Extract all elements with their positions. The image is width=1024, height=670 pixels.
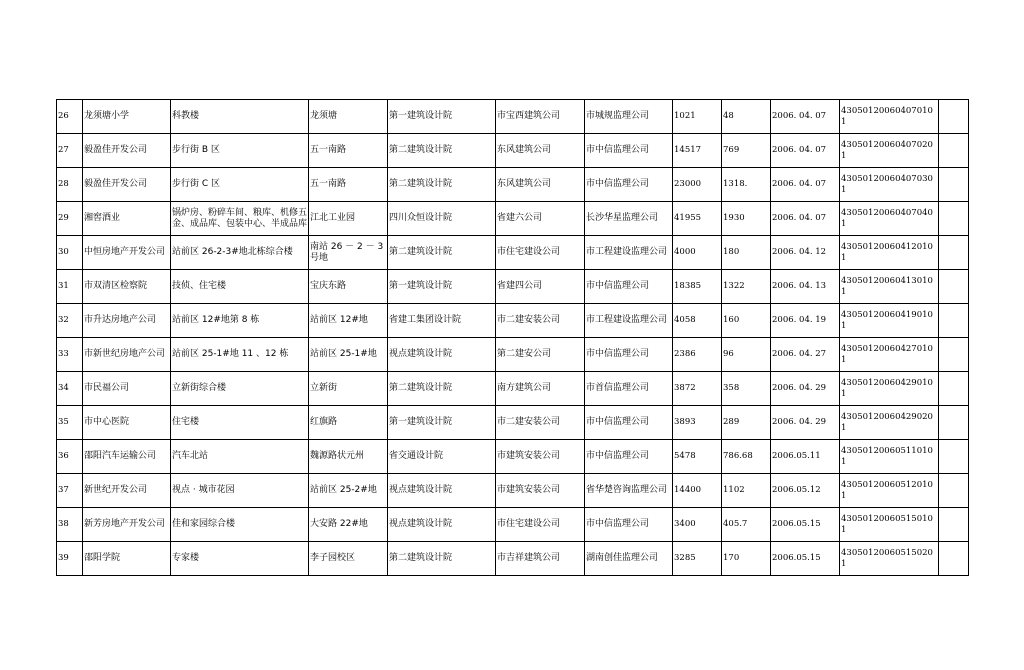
- cell-construction-unit: 市住宅建设公司: [496, 236, 585, 270]
- cell-construction-unit: 东风建筑公司: [496, 168, 585, 202]
- cell-owner-unit: 市民福公司: [83, 372, 171, 406]
- cell-cost: 769: [722, 134, 771, 168]
- cell-construction-unit: 市住宅建设公司: [496, 508, 585, 542]
- cell-serial-number: 30: [57, 236, 83, 270]
- cell-area: 18385: [673, 270, 722, 304]
- cell-cost: 358: [722, 372, 771, 406]
- cell-date: 2006. 04. 07: [771, 134, 840, 168]
- cell-registration-code: 430501200604120101: [840, 236, 939, 270]
- cell-owner-unit: 湘窖酒业: [83, 202, 171, 236]
- cell-project-name: 站前区 12#地第 8 栋: [171, 304, 309, 338]
- cell-registration-code: 430501200605150101: [840, 508, 939, 542]
- cell-remarks: [939, 304, 969, 338]
- table-row: [57, 542, 969, 576]
- table-row: [57, 508, 969, 542]
- cell-remarks: [939, 202, 969, 236]
- cell-serial-number: 29: [57, 202, 83, 236]
- cell-cost: 1102: [722, 474, 771, 508]
- cell-design-unit: 第二建筑设计院: [388, 372, 496, 406]
- cell-cost: 289: [722, 406, 771, 440]
- cell-location: 立新街: [309, 372, 388, 406]
- cell-remarks: [939, 406, 969, 440]
- cell-registration-code: 430501200605150201: [840, 542, 939, 576]
- table-row: [57, 474, 969, 508]
- cell-supervision-unit: 市中信监理公司: [585, 440, 673, 474]
- cell-location: 站前区 12#地: [309, 304, 388, 338]
- cell-project-name: 专家楼: [171, 542, 309, 576]
- cell-remarks: [939, 440, 969, 474]
- cell-project-name: 站前区 25-1#地 11 、12 栋: [171, 338, 309, 372]
- cell-registration-code: 430501200604070101: [840, 100, 939, 134]
- cell-registration-code: 430501200604270101: [840, 338, 939, 372]
- table-row: [57, 236, 969, 270]
- cell-date: 2006. 04. 12: [771, 236, 840, 270]
- cell-owner-unit: 新芳房地产开发公司: [83, 508, 171, 542]
- cell-design-unit: 省交通设计院: [388, 440, 496, 474]
- cell-project-name: 住宅楼: [171, 406, 309, 440]
- cell-location: 魏源路状元州: [309, 440, 388, 474]
- cell-owner-unit: 市升达房地产公司: [83, 304, 171, 338]
- cell-cost: 96: [722, 338, 771, 372]
- cell-supervision-unit: 市中信监理公司: [585, 508, 673, 542]
- cell-project-name: 视点 · 城市花园: [171, 474, 309, 508]
- cell-date: 2006.05.12: [771, 474, 840, 508]
- cell-cost: 405.7: [722, 508, 771, 542]
- cell-date: 2006. 04. 27: [771, 338, 840, 372]
- cell-date: 2006. 04. 19: [771, 304, 840, 338]
- table-row: [57, 100, 969, 134]
- cell-design-unit: 第一建筑设计院: [388, 406, 496, 440]
- cell-location: 江北工业园: [309, 202, 388, 236]
- cell-location: 站前区 25-1#地: [309, 338, 388, 372]
- cell-serial-number: 27: [57, 134, 83, 168]
- cell-location: 龙须塘: [309, 100, 388, 134]
- cell-supervision-unit: 市首信监理公司: [585, 372, 673, 406]
- cell-cost: 786.68: [722, 440, 771, 474]
- table-row: [57, 168, 969, 202]
- cell-area: 3872: [673, 372, 722, 406]
- cell-cost: 48: [722, 100, 771, 134]
- cell-date: 2006. 04. 29: [771, 406, 840, 440]
- cell-owner-unit: 中恒房地产开发公司: [83, 236, 171, 270]
- cell-remarks: [939, 372, 969, 406]
- cell-project-name: 步行街 B 区: [171, 134, 309, 168]
- cell-registration-code: 430501200604070401: [840, 202, 939, 236]
- cell-serial-number: 38: [57, 508, 83, 542]
- cell-supervision-unit: 市城规监理公司: [585, 100, 673, 134]
- cell-area: 14400: [673, 474, 722, 508]
- table-row: [57, 372, 969, 406]
- cell-design-unit: 视点建筑设计院: [388, 474, 496, 508]
- cell-supervision-unit: 市工程建设监理公司: [585, 236, 673, 270]
- cell-supervision-unit: 省华楚咨询监理公司: [585, 474, 673, 508]
- cell-owner-unit: 市中心医院: [83, 406, 171, 440]
- table-body: [57, 100, 969, 576]
- cell-registration-code: 430501200604070201: [840, 134, 939, 168]
- cell-remarks: [939, 100, 969, 134]
- cell-project-name: 汽车北站: [171, 440, 309, 474]
- cell-location: 南站 26 － 2 － 3 号地: [309, 236, 388, 270]
- cell-project-name: 步行街 C 区: [171, 168, 309, 202]
- cell-area: 41955: [673, 202, 722, 236]
- cell-serial-number: 28: [57, 168, 83, 202]
- cell-remarks: [939, 338, 969, 372]
- cell-construction-unit: 市吉祥建筑公司: [496, 542, 585, 576]
- cell-date: 2006. 04. 13: [771, 270, 840, 304]
- cell-serial-number: 26: [57, 100, 83, 134]
- cell-remarks: [939, 134, 969, 168]
- cell-location: 五一南路: [309, 168, 388, 202]
- cell-cost: 1318.: [722, 168, 771, 202]
- cell-serial-number: 33: [57, 338, 83, 372]
- cell-design-unit: 省建工集团设计院: [388, 304, 496, 338]
- cell-date: 2006. 04. 07: [771, 202, 840, 236]
- cell-supervision-unit: 市中信监理公司: [585, 406, 673, 440]
- table-row: [57, 134, 969, 168]
- cell-registration-code: 430501200605110101: [840, 440, 939, 474]
- cell-design-unit: 第二建筑设计院: [388, 542, 496, 576]
- cell-owner-unit: 龙须塘小学: [83, 100, 171, 134]
- cell-registration-code: 430501200604290101: [840, 372, 939, 406]
- table-row: [57, 440, 969, 474]
- cell-construction-unit: 市建筑安装公司: [496, 474, 585, 508]
- cell-area: 1021: [673, 100, 722, 134]
- cell-design-unit: 四川众恒设计院: [388, 202, 496, 236]
- cell-remarks: [939, 270, 969, 304]
- cell-project-name: 佳和家园综合楼: [171, 508, 309, 542]
- cell-date: 2006. 04. 29: [771, 372, 840, 406]
- cell-location: 李子园校区: [309, 542, 388, 576]
- cell-area: 5478: [673, 440, 722, 474]
- cell-supervision-unit: 市中信监理公司: [585, 168, 673, 202]
- table-row: [57, 338, 969, 372]
- cell-construction-unit: 省建四公司: [496, 270, 585, 304]
- cell-project-name: 技侦、住宅楼: [171, 270, 309, 304]
- cell-construction-unit: 市二建安装公司: [496, 304, 585, 338]
- cell-area: 4000: [673, 236, 722, 270]
- cell-date: 2006. 04. 07: [771, 168, 840, 202]
- cell-remarks: [939, 236, 969, 270]
- cell-date: 2006.05.15: [771, 508, 840, 542]
- cell-date: 2006.05.11: [771, 440, 840, 474]
- cell-construction-unit: 省建六公司: [496, 202, 585, 236]
- cell-registration-code: 430501200604070301: [840, 168, 939, 202]
- cell-design-unit: 第二建筑设计院: [388, 134, 496, 168]
- cell-area: 3285: [673, 542, 722, 576]
- cell-location: 宝庆东路: [309, 270, 388, 304]
- cell-area: 23000: [673, 168, 722, 202]
- cell-cost: 1930: [722, 202, 771, 236]
- cell-location: 五一南路: [309, 134, 388, 168]
- cell-cost: 170: [722, 542, 771, 576]
- cell-supervision-unit: 市工程建设监理公司: [585, 304, 673, 338]
- project-registry-table-container: [56, 99, 968, 576]
- cell-construction-unit: 市宝西建筑公司: [496, 100, 585, 134]
- cell-serial-number: 32: [57, 304, 83, 338]
- cell-design-unit: 视点建筑设计院: [388, 508, 496, 542]
- cell-construction-unit: 市建筑安装公司: [496, 440, 585, 474]
- cell-location: 大安路 22#地: [309, 508, 388, 542]
- cell-supervision-unit: 湖南创佳监理公司: [585, 542, 673, 576]
- cell-design-unit: 第二建筑设计院: [388, 236, 496, 270]
- cell-registration-code: 430501200604190101: [840, 304, 939, 338]
- cell-remarks: [939, 168, 969, 202]
- cell-supervision-unit: 市中信监理公司: [585, 270, 673, 304]
- cell-construction-unit: 市二建安装公司: [496, 406, 585, 440]
- cell-area: 3893: [673, 406, 722, 440]
- cell-cost: 1322: [722, 270, 771, 304]
- cell-owner-unit: 新世纪开发公司: [83, 474, 171, 508]
- cell-registration-code: 430501200605120101: [840, 474, 939, 508]
- table-row: [57, 202, 969, 236]
- cell-serial-number: 37: [57, 474, 83, 508]
- cell-owner-unit: 市双清区检察院: [83, 270, 171, 304]
- cell-area: 4058: [673, 304, 722, 338]
- cell-remarks: [939, 474, 969, 508]
- cell-design-unit: 第一建筑设计院: [388, 270, 496, 304]
- cell-location: 站前区 25-2#地: [309, 474, 388, 508]
- cell-construction-unit: 东风建筑公司: [496, 134, 585, 168]
- project-registry-table: [56, 99, 969, 576]
- cell-project-name: 锅炉房、粉碎车间、粮库、机修五金、成品库、包装中心、半成品库: [171, 202, 309, 236]
- cell-project-name: 立新街综合楼: [171, 372, 309, 406]
- cell-registration-code: 430501200604130101: [840, 270, 939, 304]
- cell-serial-number: 34: [57, 372, 83, 406]
- cell-serial-number: 35: [57, 406, 83, 440]
- cell-construction-unit: 第二建安公司: [496, 338, 585, 372]
- cell-date: 2006. 04. 07: [771, 100, 840, 134]
- cell-date: 2006.05.15: [771, 542, 840, 576]
- cell-area: 3400: [673, 508, 722, 542]
- table-row: [57, 304, 969, 338]
- table-row: [57, 406, 969, 440]
- cell-cost: 160: [722, 304, 771, 338]
- cell-remarks: [939, 542, 969, 576]
- cell-design-unit: 第二建筑设计院: [388, 168, 496, 202]
- cell-supervision-unit: 长沙华星监理公司: [585, 202, 673, 236]
- cell-area: 14517: [673, 134, 722, 168]
- table-row: [57, 270, 969, 304]
- cell-project-name: 站前区 26-2-3#地北栋综合楼: [171, 236, 309, 270]
- cell-design-unit: 第一建筑设计院: [388, 100, 496, 134]
- cell-design-unit: 视点建筑设计院: [388, 338, 496, 372]
- cell-serial-number: 36: [57, 440, 83, 474]
- cell-owner-unit: 邵阳汽车运输公司: [83, 440, 171, 474]
- cell-supervision-unit: 市中信监理公司: [585, 338, 673, 372]
- cell-cost: 180: [722, 236, 771, 270]
- cell-registration-code: 430501200604290201: [840, 406, 939, 440]
- cell-project-name: 科教楼: [171, 100, 309, 134]
- cell-construction-unit: 南方建筑公司: [496, 372, 585, 406]
- cell-supervision-unit: 市中信监理公司: [585, 134, 673, 168]
- cell-owner-unit: 毅盈佳开发公司: [83, 134, 171, 168]
- cell-owner-unit: 邵阳学院: [83, 542, 171, 576]
- cell-serial-number: 31: [57, 270, 83, 304]
- cell-owner-unit: 毅盈佳开发公司: [83, 168, 171, 202]
- cell-location: 红旗路: [309, 406, 388, 440]
- cell-remarks: [939, 508, 969, 542]
- cell-area: 2386: [673, 338, 722, 372]
- cell-owner-unit: 市新世纪房地产公司: [83, 338, 171, 372]
- cell-serial-number: 39: [57, 542, 83, 576]
